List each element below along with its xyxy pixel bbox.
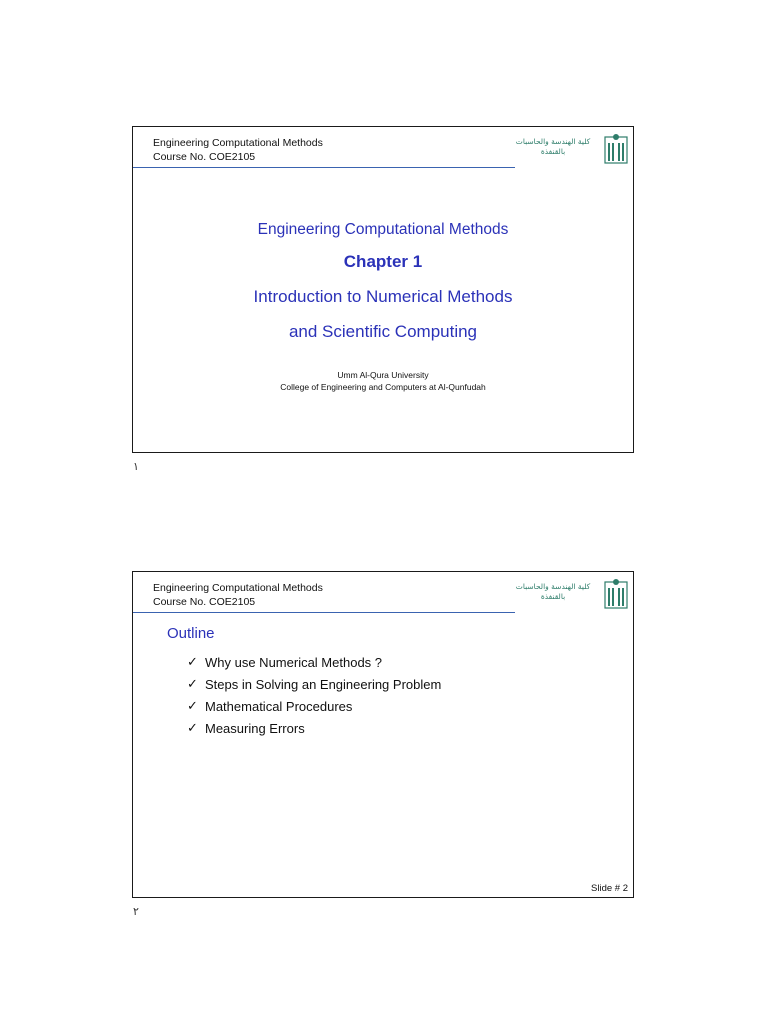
- slide-course-title: Engineering Computational Methods: [257, 221, 509, 238]
- header-course-number: Course No. COE2105: [153, 596, 256, 608]
- header-course-title: Engineering Computational Methods: [153, 582, 323, 594]
- college-name-line2: بالقنفذة: [540, 147, 566, 156]
- outline-item: [187, 696, 441, 718]
- check-icon: ✓: [187, 699, 198, 714]
- outline-item: [187, 718, 441, 740]
- slide-number: Slide # 2: [591, 883, 628, 894]
- university-info: [133, 369, 633, 393]
- college-name-line2: بالقنفذة: [540, 592, 566, 601]
- slide-2: [132, 571, 634, 898]
- college-logo: [511, 131, 629, 165]
- outline-item: [187, 652, 441, 674]
- college-name-line1: كلية الهندسة والحاسبات: [515, 582, 591, 591]
- outline-item: [187, 674, 441, 696]
- slide-header: [133, 572, 633, 614]
- college-name-line1: كلية الهندسة والحاسبات: [515, 137, 591, 146]
- college-logo: [511, 576, 629, 610]
- header-divider: [133, 612, 515, 613]
- university-name: Umm Al-Qura University: [337, 370, 429, 380]
- chapter-subtitle-line2: and Scientific Computing: [288, 322, 478, 341]
- college-name-arabic: [513, 582, 593, 602]
- check-icon: ✓: [187, 677, 198, 692]
- college-name-arabic: [513, 137, 593, 157]
- header-course-info: [153, 136, 323, 164]
- check-icon: ✓: [187, 721, 198, 736]
- header-course-title: Engineering Computational Methods: [153, 137, 323, 149]
- outline-item-label: Steps in Solving an Engineering Problem: [205, 677, 442, 692]
- slide-1: [132, 126, 634, 453]
- page-number-1: ١: [133, 460, 139, 473]
- university-logo-icon: [603, 576, 629, 610]
- title-block: [133, 220, 633, 343]
- outline-title: Outline: [167, 625, 215, 642]
- outline-list: [187, 652, 441, 740]
- outline-item-label: Why use Numerical Methods ?: [205, 655, 383, 670]
- check-icon: ✓: [187, 655, 198, 670]
- header-course-info: [153, 581, 323, 609]
- chapter-subtitle-line1: Introduction to Numerical Methods: [253, 287, 513, 306]
- college-name: College of Engineering and Computers at Al-Qunfudah: [280, 382, 486, 392]
- outline-item-label: Measuring Errors: [205, 721, 305, 736]
- slide-header: [133, 127, 633, 169]
- outline-item-label: Mathematical Procedures: [205, 699, 353, 714]
- university-logo-icon: [603, 131, 629, 165]
- page-number-2: ٢: [133, 905, 139, 918]
- header-course-number: Course No. COE2105: [153, 151, 256, 163]
- chapter-title: Chapter 1: [343, 252, 423, 271]
- header-divider: [133, 167, 515, 168]
